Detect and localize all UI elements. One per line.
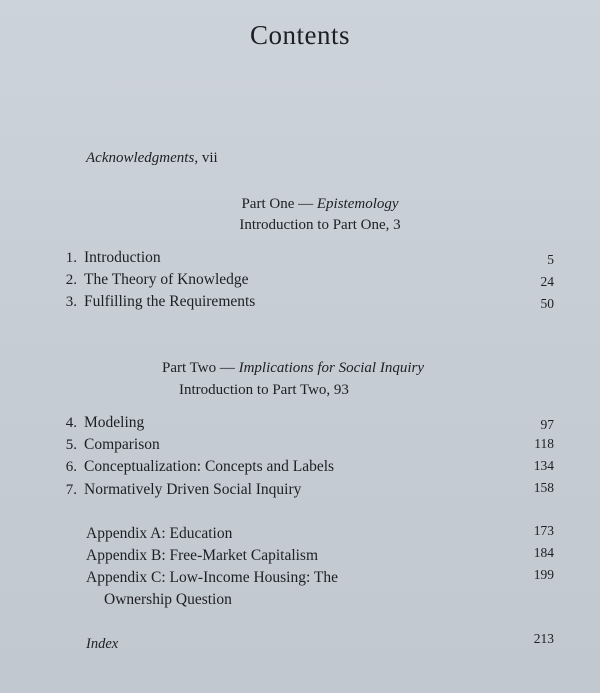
chapter-page: 24 [540, 274, 554, 289]
part-one-heading [0, 196, 600, 213]
chapter-number: 4. [65, 415, 77, 431]
chapter-number: 2. [65, 272, 77, 288]
contents-title: Contents [249, 20, 350, 50]
chapter-page: 5 [547, 252, 554, 267]
part-one-prefix: Part One — [241, 196, 317, 212]
acknowledgments-page: , vii [194, 150, 218, 166]
index-page: 213 [533, 631, 554, 646]
appendix-title: Appendix C: Low-Income Housing: The [86, 569, 338, 586]
part-two-prefix: Part Two — [162, 360, 239, 376]
chapter-title: Normatively Driven Social Inquiry [84, 481, 302, 498]
chapter-title: The Theory of Knowledge [84, 271, 249, 288]
chapter-number: 1. [65, 250, 77, 266]
chapter-page: 97 [540, 417, 554, 432]
appendix-title: Appendix A: Education [86, 525, 233, 542]
chapter-page: 50 [540, 296, 554, 311]
chapter-number: 5. [65, 437, 77, 453]
chapter-page: 158 [533, 480, 554, 495]
chapter-title: Comparison [84, 436, 160, 453]
acknowledgments-label: Acknowledgments [86, 150, 195, 166]
chapter-title: Conceptualization: Concepts and Labels [84, 458, 335, 475]
acknowledgments-entry[interactable] [86, 150, 218, 167]
appendix-page: 184 [533, 545, 554, 560]
appendix-page: 199 [533, 567, 554, 582]
chapter-title: Introduction [84, 249, 161, 266]
chapter-number: 7. [65, 482, 77, 498]
part-two-heading [162, 360, 424, 377]
part-two-title: Implications for Social Inquiry [238, 360, 424, 376]
part-one-intro[interactable]: Introduction to Part One, 3 [239, 217, 401, 233]
chapter-number: 3. [65, 294, 77, 310]
chapter-page: 118 [534, 436, 554, 451]
appendix-page: 173 [533, 523, 554, 538]
chapter-title: Modeling [84, 414, 145, 431]
part-two-intro[interactable]: Introduction to Part Two, 93 [179, 382, 349, 398]
chapter-page: 134 [533, 458, 554, 473]
appendix-title: Appendix B: Free-Market Capitalism [86, 547, 319, 564]
chapter-number: 6. [65, 459, 77, 475]
appendix-title-continued: Ownership Question [104, 591, 232, 608]
index-label: Index [86, 636, 119, 652]
part-one-title: Epistemology [316, 196, 399, 212]
chapter-title: Fulfilling the Requirements [84, 293, 256, 310]
